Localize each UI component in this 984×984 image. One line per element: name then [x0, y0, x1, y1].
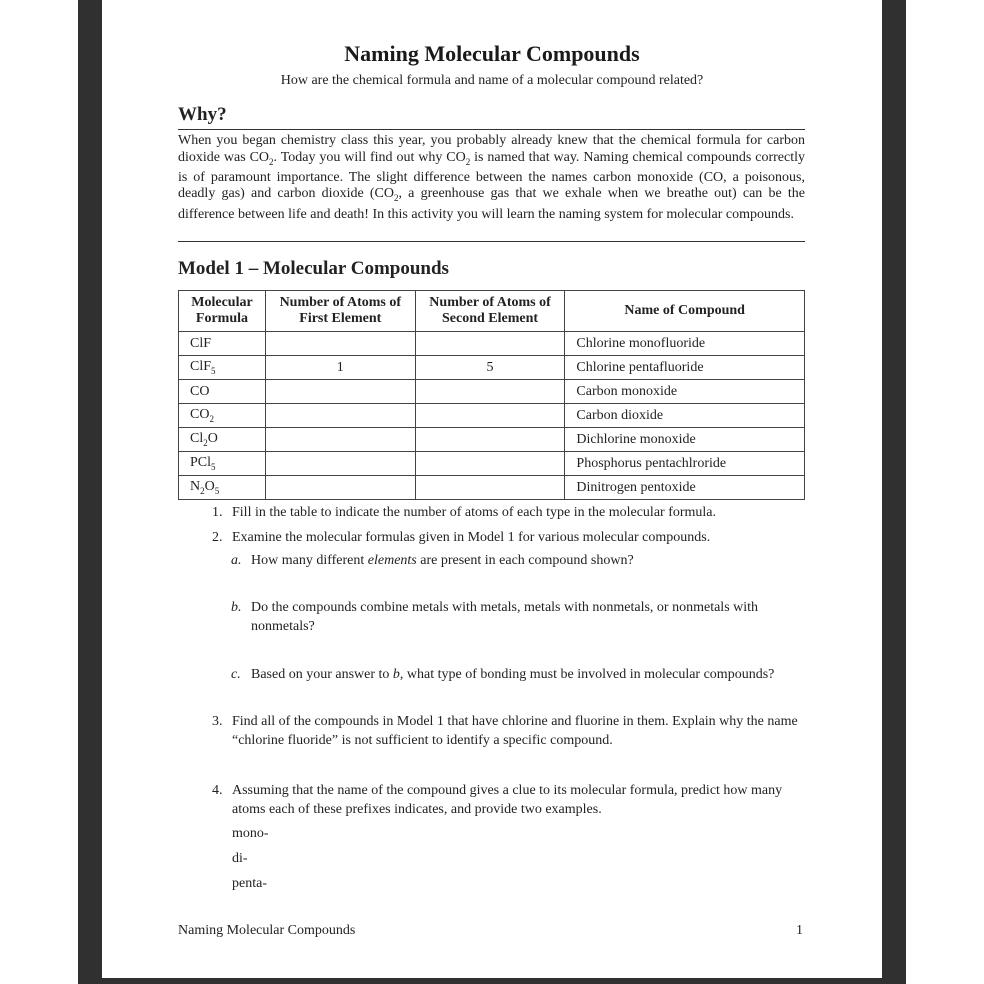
page-number: 1 [796, 923, 803, 938]
table-row [179, 428, 805, 452]
header-first-element: Number of Atoms of First Element [265, 291, 415, 332]
second-element-count-cell[interactable]: 5 [415, 356, 565, 380]
model-table [178, 290, 805, 500]
prefix-di: di- [232, 851, 248, 866]
why-bottom-rule [178, 241, 805, 242]
molecular-formula-cell: ClF$_5$ [179, 356, 266, 380]
molecular-formula-cell: CO [179, 380, 266, 404]
table-row [179, 404, 805, 428]
molecular-formula-cell: $N_2O_5$ [179, 476, 266, 500]
footer-title: Naming Molecular Compounds [178, 923, 356, 938]
table-row [179, 380, 805, 404]
compound-name-cell: Dinitrogen pentoxide [565, 476, 805, 500]
molecular-formula-cell: $CO_2$ [179, 404, 266, 428]
first-element-count-cell[interactable] [265, 404, 415, 428]
why-paragraph: When you began chemistry class this year, you probably already knew that the chemical formula for carbon dioxide was $CO_2$. Today you will find out why $CO_2$ is named that way. Naming chemical compounds correctly is of paramount importance. The slight difference between the names carbon monoxide (CO, a poisonous, deadly gas) and carbon dioxide ($CO_2$, a greenhouse gas that we exhale when we breathe out) can be the difference between life and death! In this activity you will learn the naming system for molecular compounds. [178, 133, 805, 222]
header-molecular-formula: Molecular Formula [179, 291, 266, 332]
first-element-count-cell[interactable] [265, 380, 415, 404]
second-element-count-cell[interactable] [415, 476, 565, 500]
second-element-count-cell[interactable] [415, 428, 565, 452]
model-title: Model 1 – Molecular Compounds [178, 258, 449, 279]
first-element-count-cell[interactable]: 1 [265, 356, 415, 380]
header-second-element: Number of Atoms of Second Element [415, 291, 565, 332]
molecular-formula-cell: ClF [179, 332, 266, 356]
second-element-count-cell[interactable] [415, 404, 565, 428]
second-element-count-cell[interactable] [415, 452, 565, 476]
first-element-count-cell[interactable] [265, 452, 415, 476]
compound-name-cell: Chlorine monofluoride [565, 332, 805, 356]
compound-name-cell: Carbon dioxide [565, 404, 805, 428]
why-top-rule [178, 129, 805, 130]
compound-name-cell: Dichlorine monoxide [565, 428, 805, 452]
compound-name-cell: Phosphorus pentachlroride [565, 452, 805, 476]
first-element-count-cell[interactable] [265, 476, 415, 500]
compound-name-cell: Carbon monoxide [565, 380, 805, 404]
compound-name-cell: Chlorine pentafluoride [565, 356, 805, 380]
table-row [179, 476, 805, 500]
prefix-mono: mono- [232, 826, 269, 841]
table-row [179, 356, 805, 380]
second-element-count-cell[interactable] [415, 380, 565, 404]
molecular-formula-cell: PCl$_5$ [179, 452, 266, 476]
why-heading: Why? [178, 104, 227, 125]
table-row [179, 452, 805, 476]
first-element-count-cell[interactable] [265, 428, 415, 452]
second-element-count-cell[interactable] [415, 332, 565, 356]
prefix-penta: penta- [232, 876, 267, 891]
first-element-count-cell[interactable] [265, 332, 415, 356]
document-page: Naming Molecular Compounds How are the chemical formula and name of a molecular compound related? Why? When you began chemistry class this year, you probably already knew that the chemical formula for carbon dioxide was $CO_2$. Today you will find out why $CO_2$ is named that way. Naming chemical compounds correctly is of paramount importance. The slight difference between the names carbon monoxide (CO, a poisonous, deadly gas) and carbon dioxide ($CO_2$, a greenhouse gas that we exhale when we breathe out) can be the difference between life and death! In this activity you will learn the naming system for molecular compounds. Model 1 – Molecular Compounds Molecular Formula Number of Atoms of First Element Number of Atoms of Second Element Name of Compound ClF Chlorine monofluoride ClF$_5$ 1 5 Chlorine pentafluoride CO Carbon monoxide $CO_2$ Carbon dioxide $Cl_2O$ Dichlorine monoxide PCl$_5$ Phosphorus pentachlroride $N_2O_5$ Dinitrogen pentoxide 1. Fill in the table to indicate the number of atoms of each type in the molecular formula. 2. Examine the molecular formulas given in Model 1 for various molecular compounds. a. How many different elements are present in each compound shown? b. Do the compounds combine metals with metals, metals with nonmetals, or nonmetals with nonmetals? c. Based on your answer to b, what type of bonding must be involved in molecular compounds? 3. Find all of the compounds in Model 1 that have chlorine and fluorine in them. Explain why the name “chlorine fluoride” is not sufficient to identify a specific compound. 4. Assuming that the name of the compound gives a clue to its molecular formula, predict how many atoms each of these prefixes indicates, and provide two examples. mono- di- penta- Naming Molecular Compounds 1 [102, 0, 882, 978]
page-subtitle: How are the chemical formula and name of a molecular compound related? [280, 73, 704, 88]
table-row [179, 332, 805, 356]
header-compound-name: Name of Compound [565, 291, 805, 332]
molecular-formula-cell: $Cl_2O$ [179, 428, 266, 452]
table-header-row [179, 291, 805, 332]
page-title: Naming Molecular Compounds [344, 41, 640, 66]
